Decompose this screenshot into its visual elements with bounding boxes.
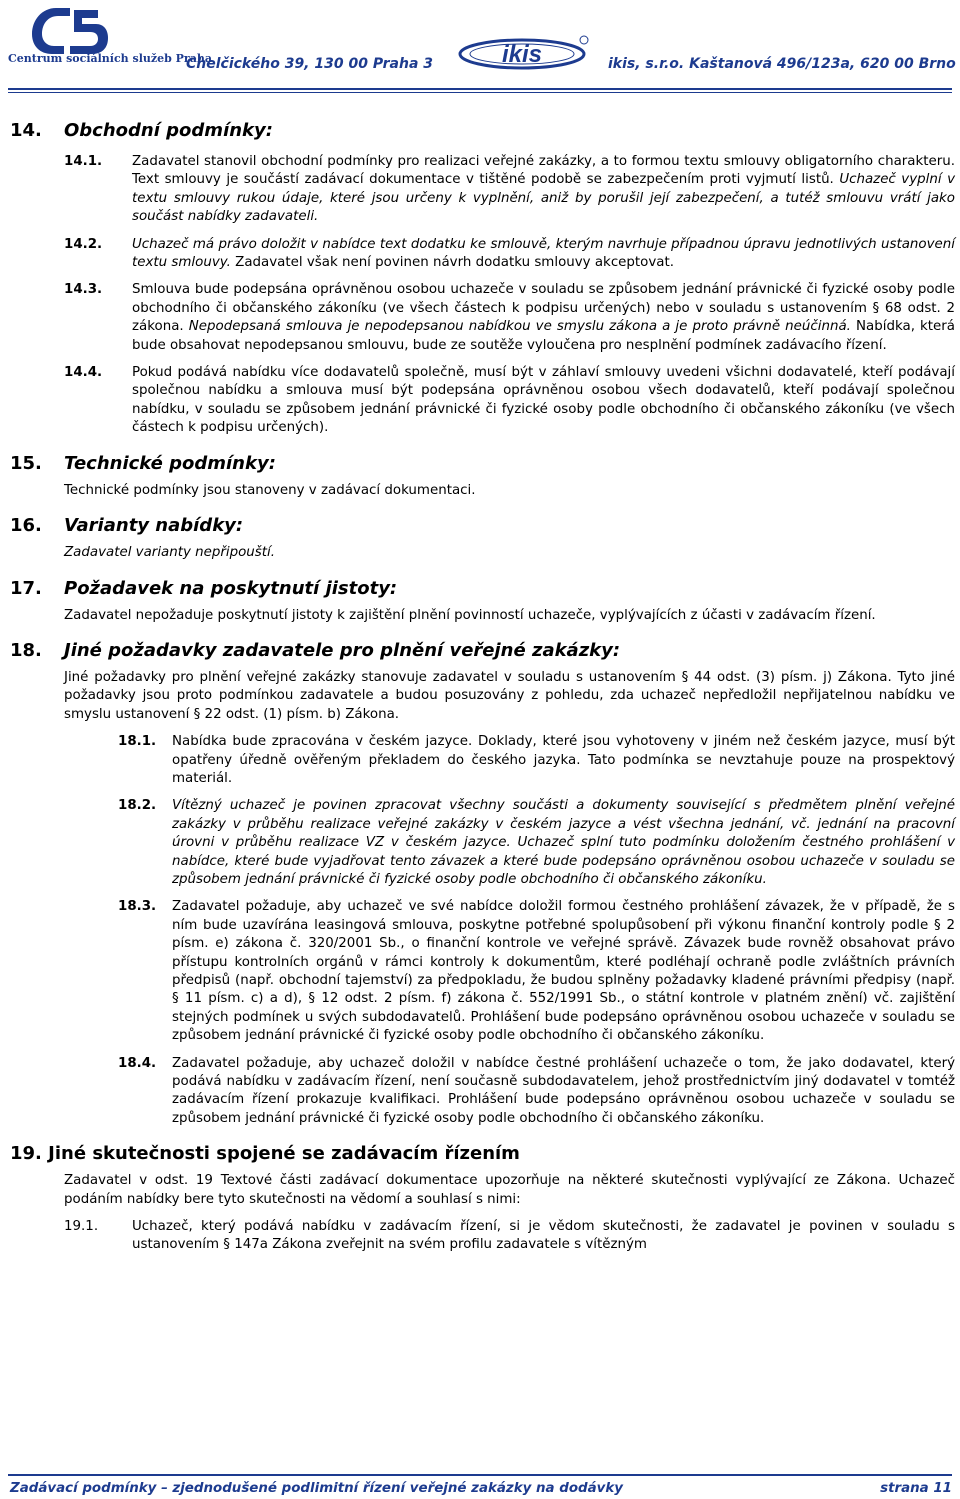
section-title: Jiné skutečnosti spojené se zadávacím řízením: [48, 1143, 520, 1165]
clause-number: 14.4.: [64, 365, 103, 381]
section-heading: [10, 120, 955, 142]
section-number: 15.: [10, 452, 42, 474]
clause: [10, 281, 955, 355]
section-number: 17.: [10, 577, 42, 599]
section-heading: [10, 453, 955, 475]
clause: [10, 1218, 955, 1255]
section-heading: [10, 578, 955, 600]
page-number: strana 11: [880, 1481, 952, 1496]
clause-text: Zadavatel požaduje, aby uchazeč doložil v nabídce čestné prohlášení uchazeče o tom, že jako dodavatel, který podává nabídku v zadávacím řízení, není současně subdodavatelem, jehož prostřednictvím jiný dodavatel v tomtéž zadávacím řízení prokazuje kvalifikaci. Prohlášení bude podepsáno oprávněnou osobou uchazeče v souladu se způsobem jednání právnické či fyzické osoby podle obchodního či občanského zákoníku.: [172, 1055, 955, 1126]
clause-number: 14.3.: [64, 282, 103, 298]
clause-number: 14.2.: [64, 236, 103, 252]
clause-number: 18.2.: [118, 798, 157, 814]
clause: [10, 153, 955, 227]
clause-number: 18.4.: [118, 1055, 157, 1071]
section-heading: [10, 640, 955, 662]
section-number: 18.: [10, 639, 42, 661]
clause: [10, 1055, 955, 1129]
csp-logo-text: Centrum sociálních služeb Praha: [8, 52, 212, 65]
section-text: Zadavatel varianty nepřipouští.: [64, 545, 275, 561]
clause-number: 18.3.: [118, 899, 157, 915]
right-address: ikis, s.r.o. Kaštanová 496/123a, 620 00 Brno: [608, 56, 956, 72]
section-title: Varianty nabídky:: [64, 515, 244, 537]
header-divider-thin: [8, 92, 952, 93]
section-number: 16.: [10, 515, 42, 537]
header-divider: [8, 88, 952, 90]
clause: [10, 898, 955, 1045]
section-heading: [10, 1143, 955, 1165]
clause-text: Vítězný uchazeč je povinen zpracovat všechny součásti a dokumenty související s předmětem plnění veřejné zakázky v průběhu realizace veřejné zakázky v českém jazyce a vést všechna jednání, vč. jednání na pracovní úrovni v průběhu realizace VZ v českém jazyce. Uchazeč splní tuto podmínku doložením čestného prohlášení v nabídce, které bude vyjadřovat tento závazek a které bude podepsáno oprávněnou osobou uchazeče v souladu se způsobem jednání právnické či fyzické osoby podle obchodního či občanského zákoníku.: [172, 798, 955, 887]
clause: [10, 236, 955, 273]
section-title: Obchodní podmínky:: [64, 120, 273, 141]
clause-text: Nabídka bude zpracována v českém jazyce. Doklady, které jsou vyhotoveny v jiném než českém jazyce, musí být opatřeny úředně ověřeným překladem do českého jazyka. Tato podmínka se nevztahuje pouze na prospektový materiál.: [172, 734, 955, 786]
clause: [10, 364, 955, 438]
section-title: Požadavek na poskytnutí jistoty:: [64, 577, 398, 599]
ikis-logo-text: ikis: [501, 41, 543, 68]
footer-divider: [8, 1474, 952, 1476]
ikis-logo-icon: [456, 32, 590, 72]
clause-text: Uchazeč má právo doložit v nabídce text dodatku ke smlouvě, kterým navrhuje případnou úpravu jednotlivých ustanovení textu smlouvy. Zadavatel však není povinen návrh dodatku smlouvy akceptovat.: [132, 236, 955, 271]
clause: [10, 797, 955, 889]
section-title: Jiné požadavky zadavatele pro plnění veřejné zakázky:: [64, 639, 621, 661]
section-title: Technické podmínky:: [64, 452, 276, 474]
section-text: Technické podmínky jsou stanoveny v zadávací dokumentaci.: [64, 482, 476, 498]
section-text: Zadavatel nepožaduje poskytnutí jistoty k zajištění plnění povinností uchazeče, vyplývajících z účasti v zadávacím řízení.: [64, 607, 876, 623]
clause: [10, 733, 955, 788]
page-header: [0, 0, 960, 100]
clause-number: 14.1.: [64, 154, 103, 169]
clause-text: Uchazeč, který podává nabídku v zadávacím řízení, si je vědom skutečnosti, že zadavatel je povinen v souladu s ustanovením § 147a Zákona zveřejnit na svém profilu zadavatele s vítězným: [132, 1219, 955, 1253]
section-number: 14.: [10, 120, 42, 141]
clause-text: Zadavatel stanovil obchodní podmínky pro realizaci veřejné zakázky, a to formou textu smlouvy obligatorního charakteru. Text smlouvy je součástí zadávací dokumentace v tištěné podobě se zabezpečením proti vyjmutí listů. Uchazeč vyplní v textu smlouvy rukou údaje, které jsou určeny k vyplnění, aniž by porušil její zabezpečení, a tutéž smlouvu vrátí jako součást nabídky zadavateli.: [132, 154, 955, 225]
section-number: 19.: [10, 1143, 42, 1165]
section-text: Zadavatel v odst. 19 Textové části zadávací dokumentace upozorňuje na některé skutečnosti vyplývající ze Zákona. Uchazeč podáním nabídky bere tyto skutečnosti na vědomí a souhlasí s nimi:: [64, 1173, 955, 1207]
clause-text: Pokud podává nabídku více dodavatelů společně, musí být v záhlaví smlouvy uvedeni všichni dodavatelé, kteří podávají společnou nabídku a smlouva musí být podepsána oprávněnou osobou všech dodavatelů, kteří podávají společnou nabídku, v souladu se způsobem jednání právnické či fyzické osoby podle obchodního či občanského zákoníku (ve všech částech k podpisu určených).: [132, 365, 955, 436]
clause-number: 19.1.: [64, 1219, 99, 1235]
section-heading: [10, 515, 955, 537]
document-body: [10, 120, 955, 1255]
clause-text: Zadavatel požaduje, aby uchazeč ve své nabídce doložil formou čestného prohlášení závazek, že v případě, že s ním bude uzavírána leasingová smlouva, poskytne potřebné spolupůsobení při výkonu finanční kontroly podle § 2 písm. e) zákona č. 320/2001 Sb., o finanční kontrole ve veřejné správě. Závazek bude rovněž obsahovat právo přístupu kontrolních orgánů v rámci kontroly k dokumentům, které podléhají ochraně podle zvláštních právních předpisů (např. obchodní tajemství) za předpokladu, že budou splněny požadavky kladené právními předpisy (např. § 11 písm. c) a d), § 12 odst. 2 písm. f) zákona č. 552/1991 Sb., o státní kontrole v platném znění) vč. zajištění stejných podmínek u svých subdodavatelů. Prohlášení bude podepsáno oprávněnou osobou uchazeče v souladu se způsobem jednání právnické či fyzické osoby podle obchodního či občanského zákoníku.: [172, 899, 955, 1044]
clause-text: Smlouva bude podepsána oprávněnou osobou uchazeče v souladu se způsobem jednání právnické či fyzické osoby podle obchodního či občanského zákoníku (ve všech částech k podpisu určených) nebo v souladu s ustanovením § 68 odst. 2 zákona. Nepodepsaná smlouva je nepodepsanou nabídkou ve smyslu zákona a je proto právně neúčinná. Nabídka, která bude obsahovat nepodepsanou smlouvu, bude ze soutěže vyloučena pro nesplnění podmínek zadávacího řízení.: [132, 282, 956, 353]
section-text: Jiné požadavky pro plnění veřejné zakázky stanovuje zadavatel v souladu s ustanovením § 44 odst. (3) písm. j) Zákona. Tyto jiné požadavky jsou proto podmínkou zadavatele a budou posuzovány z pohledu, zda uchazeč nepředložil nepřijatelnou nabídku ve smyslu ustanovení § 22 odst. (1) písm. b) Zákona.: [64, 669, 955, 722]
footer-title: Zadávací podmínky – zjednodušené podlimitní řízení veřejné zakázky na dodávky: [10, 1481, 624, 1496]
left-address: Chelčického 39, 130 00 Praha 3: [186, 56, 434, 72]
clause-number: 18.1.: [118, 734, 157, 750]
